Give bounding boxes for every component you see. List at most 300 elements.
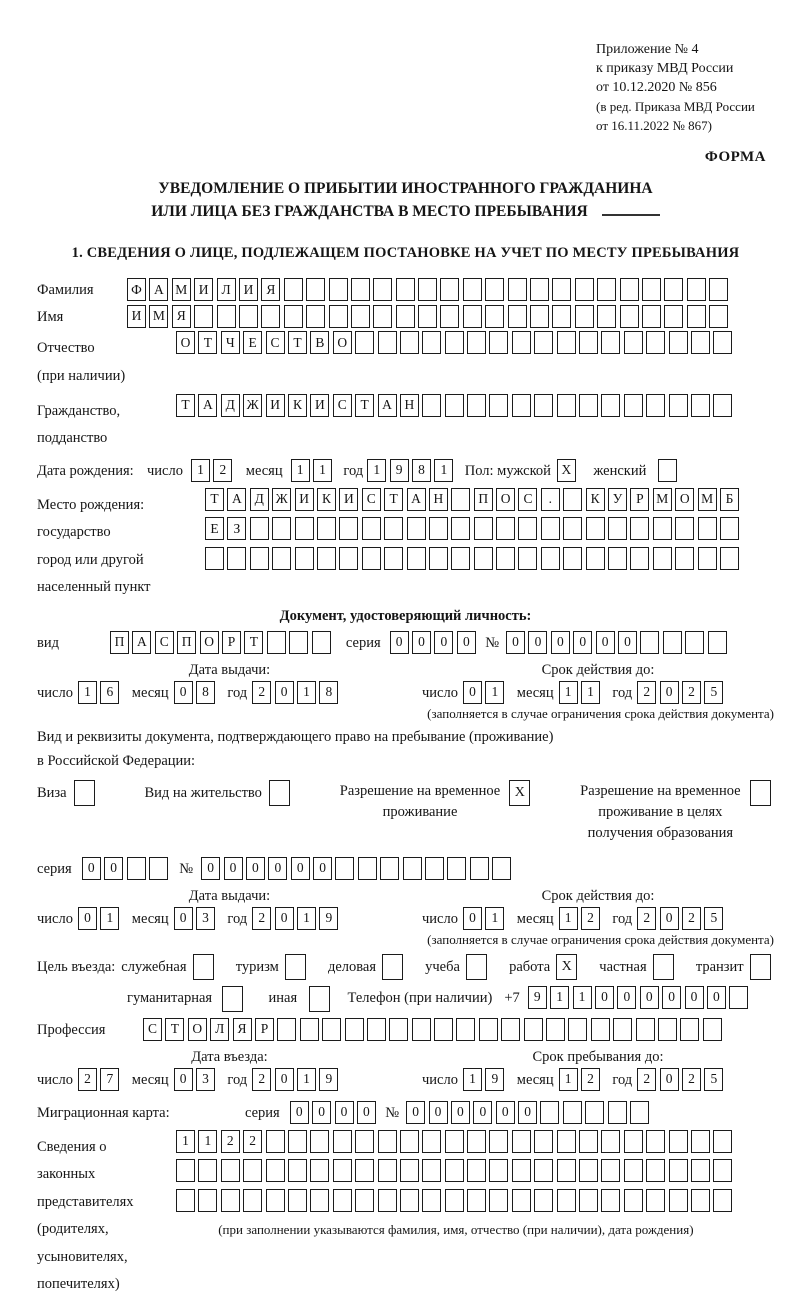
form-cell[interactable]: С: [143, 1018, 162, 1041]
form-cell[interactable]: [675, 517, 694, 540]
form-cell[interactable]: К: [586, 488, 605, 511]
form-cell[interactable]: 1: [485, 681, 504, 704]
form-cell[interactable]: 0: [82, 857, 101, 880]
form-cell[interactable]: Ч: [221, 331, 240, 354]
form-cell[interactable]: [540, 1101, 559, 1124]
form-cell[interactable]: [362, 517, 381, 540]
form-cell[interactable]: [579, 331, 598, 354]
form-cell[interactable]: [601, 331, 620, 354]
form-cell[interactable]: 5: [704, 907, 723, 930]
form-cell[interactable]: [669, 394, 688, 417]
form-cell[interactable]: 1: [559, 907, 578, 930]
form-cell[interactable]: [489, 1130, 508, 1153]
form-cell[interactable]: И: [310, 394, 329, 417]
form-cell[interactable]: [534, 1130, 553, 1153]
form-cell[interactable]: 2: [252, 907, 271, 930]
form-cell[interactable]: П: [474, 488, 493, 511]
form-cell[interactable]: [552, 305, 571, 328]
form-cell[interactable]: 0: [506, 631, 525, 654]
form-cell[interactable]: [640, 631, 659, 654]
form-cell[interactable]: 0: [617, 986, 636, 1009]
form-cell[interactable]: [463, 305, 482, 328]
form-cell[interactable]: 1: [550, 986, 569, 1009]
form-cell[interactable]: [418, 305, 437, 328]
form-cell[interactable]: [713, 1159, 732, 1182]
form-cell[interactable]: [485, 305, 504, 328]
form-cell[interactable]: 0: [434, 631, 453, 654]
form-cell[interactable]: 0: [290, 1101, 309, 1124]
form-cell[interactable]: [440, 278, 459, 301]
form-cell[interactable]: [333, 1159, 352, 1182]
form-cell[interactable]: 0: [518, 1101, 537, 1124]
form-cell[interactable]: Т: [384, 488, 403, 511]
form-cell[interactable]: [630, 1101, 649, 1124]
form-cell[interactable]: [266, 1159, 285, 1182]
form-cell[interactable]: П: [177, 631, 196, 654]
form-cell[interactable]: 0: [429, 1101, 448, 1124]
form-cell[interactable]: 2: [252, 1068, 271, 1091]
form-cell[interactable]: [563, 488, 582, 511]
form-cell[interactable]: 1: [581, 681, 600, 704]
form-cell[interactable]: [193, 954, 214, 980]
form-cell[interactable]: 1: [191, 459, 210, 482]
form-cell[interactable]: И: [127, 305, 146, 328]
form-cell[interactable]: [400, 1189, 419, 1212]
form-cell[interactable]: [400, 1159, 419, 1182]
form-cell[interactable]: [74, 780, 95, 806]
form-cell[interactable]: [277, 1018, 296, 1041]
form-cell[interactable]: Т: [355, 394, 374, 417]
form-cell[interactable]: [310, 1189, 329, 1212]
form-cell[interactable]: [474, 547, 493, 570]
form-cell[interactable]: [306, 305, 325, 328]
form-cell[interactable]: Л: [210, 1018, 229, 1041]
form-cell[interactable]: [418, 278, 437, 301]
form-cell[interactable]: [467, 1189, 486, 1212]
form-cell[interactable]: 0: [174, 907, 193, 930]
form-cell[interactable]: З: [227, 517, 246, 540]
form-cell[interactable]: 1: [485, 907, 504, 930]
form-cell[interactable]: [620, 278, 639, 301]
form-cell[interactable]: С: [518, 488, 537, 511]
form-cell[interactable]: [557, 1130, 576, 1153]
form-cell[interactable]: [479, 1018, 498, 1041]
form-cell[interactable]: 2: [252, 681, 271, 704]
form-cell[interactable]: [575, 278, 594, 301]
form-cell[interactable]: 0: [463, 681, 482, 704]
form-cell[interactable]: 1: [291, 459, 310, 482]
form-cell[interactable]: [243, 1189, 262, 1212]
form-cell[interactable]: [496, 547, 515, 570]
form-cell[interactable]: Н: [400, 394, 419, 417]
form-cell[interactable]: [664, 305, 683, 328]
form-cell[interactable]: [591, 1018, 610, 1041]
form-cell[interactable]: [456, 1018, 475, 1041]
form-cell[interactable]: 0: [660, 681, 679, 704]
form-cell[interactable]: А: [227, 488, 246, 511]
form-cell[interactable]: [534, 1159, 553, 1182]
form-cell[interactable]: [463, 278, 482, 301]
form-cell[interactable]: [713, 331, 732, 354]
form-cell[interactable]: [512, 331, 531, 354]
form-cell[interactable]: [729, 986, 748, 1009]
form-cell[interactable]: 0: [291, 857, 310, 880]
form-cell[interactable]: 0: [595, 986, 614, 1009]
form-cell[interactable]: Т: [244, 631, 263, 654]
form-cell[interactable]: [534, 331, 553, 354]
form-cell[interactable]: [512, 1159, 531, 1182]
form-cell[interactable]: [422, 331, 441, 354]
form-cell[interactable]: [669, 1130, 688, 1153]
form-cell[interactable]: [389, 1018, 408, 1041]
form-cell[interactable]: [624, 1130, 643, 1153]
form-cell[interactable]: Б: [720, 488, 739, 511]
form-cell[interactable]: [557, 394, 576, 417]
form-cell[interactable]: [467, 331, 486, 354]
form-cell[interactable]: 2: [213, 459, 232, 482]
form-cell[interactable]: [422, 1159, 441, 1182]
form-cell[interactable]: 0: [618, 631, 637, 654]
form-cell[interactable]: [568, 1018, 587, 1041]
form-cell[interactable]: 2: [637, 681, 656, 704]
form-cell[interactable]: [713, 1189, 732, 1212]
form-cell[interactable]: [272, 547, 291, 570]
form-cell[interactable]: [642, 305, 661, 328]
form-cell[interactable]: [698, 547, 717, 570]
form-cell[interactable]: 5: [704, 681, 723, 704]
form-cell[interactable]: [333, 1130, 352, 1153]
form-cell[interactable]: К: [288, 394, 307, 417]
form-cell[interactable]: [422, 1189, 441, 1212]
form-cell[interactable]: 1: [573, 986, 592, 1009]
form-cell[interactable]: 0: [357, 1101, 376, 1124]
form-cell[interactable]: [429, 547, 448, 570]
form-cell[interactable]: [407, 547, 426, 570]
form-cell[interactable]: О: [675, 488, 694, 511]
form-cell[interactable]: А: [407, 488, 426, 511]
form-cell[interactable]: [530, 305, 549, 328]
form-cell[interactable]: [221, 1159, 240, 1182]
form-cell[interactable]: [489, 1189, 508, 1212]
form-cell[interactable]: [300, 1018, 319, 1041]
form-cell[interactable]: [310, 1130, 329, 1153]
form-cell[interactable]: 0: [246, 857, 265, 880]
form-cell[interactable]: [691, 1159, 710, 1182]
form-cell[interactable]: 1: [559, 681, 578, 704]
form-cell[interactable]: [624, 394, 643, 417]
form-cell[interactable]: [508, 278, 527, 301]
form-cell[interactable]: Р: [630, 488, 649, 511]
form-cell[interactable]: [669, 1189, 688, 1212]
form-cell[interactable]: [546, 1018, 565, 1041]
form-cell[interactable]: С: [362, 488, 381, 511]
form-cell[interactable]: 0: [551, 631, 570, 654]
form-cell[interactable]: Д: [221, 394, 240, 417]
form-cell[interactable]: [384, 547, 403, 570]
form-cell[interactable]: [653, 547, 672, 570]
form-cell[interactable]: [601, 1159, 620, 1182]
form-cell[interactable]: 0: [473, 1101, 492, 1124]
form-cell[interactable]: [445, 394, 464, 417]
form-cell[interactable]: 1: [176, 1130, 195, 1153]
form-cell[interactable]: 6: [100, 681, 119, 704]
form-cell[interactable]: 8: [412, 459, 431, 482]
form-cell[interactable]: [400, 331, 419, 354]
form-cell[interactable]: [636, 1018, 655, 1041]
form-cell[interactable]: [597, 305, 616, 328]
form-cell[interactable]: [227, 547, 246, 570]
form-cell[interactable]: [557, 1189, 576, 1212]
form-cell[interactable]: [373, 278, 392, 301]
form-cell[interactable]: [295, 517, 314, 540]
form-cell[interactable]: 1: [313, 459, 332, 482]
form-cell[interactable]: [317, 547, 336, 570]
form-cell[interactable]: [355, 1159, 374, 1182]
form-cell[interactable]: [412, 1018, 431, 1041]
form-cell[interactable]: [445, 1130, 464, 1153]
form-cell[interactable]: 2: [221, 1130, 240, 1153]
form-cell[interactable]: Н: [429, 488, 448, 511]
form-cell[interactable]: [329, 278, 348, 301]
form-cell[interactable]: 1: [559, 1068, 578, 1091]
form-cell[interactable]: 0: [662, 986, 681, 1009]
form-cell[interactable]: [624, 1189, 643, 1212]
form-cell[interactable]: [579, 1159, 598, 1182]
form-cell[interactable]: [624, 331, 643, 354]
form-cell[interactable]: С: [155, 631, 174, 654]
form-cell[interactable]: [691, 394, 710, 417]
form-cell[interactable]: [176, 1189, 195, 1212]
form-cell[interactable]: [658, 459, 677, 482]
form-cell[interactable]: [403, 857, 422, 880]
form-cell[interactable]: [380, 857, 399, 880]
form-cell[interactable]: [608, 517, 627, 540]
form-cell[interactable]: [575, 305, 594, 328]
form-cell[interactable]: [646, 331, 665, 354]
form-cell[interactable]: [272, 517, 291, 540]
form-cell[interactable]: 1: [297, 681, 316, 704]
form-cell[interactable]: [534, 394, 553, 417]
form-cell[interactable]: Р: [255, 1018, 274, 1041]
form-cell[interactable]: [663, 631, 682, 654]
form-cell[interactable]: [691, 1189, 710, 1212]
form-cell[interactable]: 0: [268, 857, 287, 880]
form-cell[interactable]: [563, 1101, 582, 1124]
form-cell[interactable]: [367, 1018, 386, 1041]
form-cell[interactable]: [630, 517, 649, 540]
form-cell[interactable]: [322, 1018, 341, 1041]
form-cell[interactable]: X: [509, 780, 530, 806]
form-cell[interactable]: [261, 305, 280, 328]
form-cell[interactable]: [243, 1159, 262, 1182]
form-cell[interactable]: [664, 278, 683, 301]
form-cell[interactable]: А: [132, 631, 151, 654]
form-cell[interactable]: [698, 517, 717, 540]
form-cell[interactable]: [339, 517, 358, 540]
form-cell[interactable]: 0: [660, 907, 679, 930]
form-cell[interactable]: [176, 1159, 195, 1182]
form-cell[interactable]: [250, 517, 269, 540]
form-cell[interactable]: Е: [243, 331, 262, 354]
form-cell[interactable]: Р: [222, 631, 241, 654]
form-cell[interactable]: [642, 278, 661, 301]
form-cell[interactable]: 0: [685, 986, 704, 1009]
form-cell[interactable]: [709, 305, 728, 328]
form-cell[interactable]: [269, 780, 290, 806]
form-cell[interactable]: [586, 547, 605, 570]
form-cell[interactable]: [658, 1018, 677, 1041]
form-cell[interactable]: [653, 517, 672, 540]
form-cell[interactable]: [284, 305, 303, 328]
form-cell[interactable]: [378, 1189, 397, 1212]
form-cell[interactable]: [396, 305, 415, 328]
form-cell[interactable]: А: [378, 394, 397, 417]
form-cell[interactable]: [669, 331, 688, 354]
form-cell[interactable]: [467, 1130, 486, 1153]
form-cell[interactable]: [708, 631, 727, 654]
form-cell[interactable]: 0: [201, 857, 220, 880]
form-cell[interactable]: Т: [198, 331, 217, 354]
form-cell[interactable]: [378, 1159, 397, 1182]
form-cell[interactable]: [451, 517, 470, 540]
form-cell[interactable]: С: [333, 394, 352, 417]
form-cell[interactable]: О: [200, 631, 219, 654]
form-cell[interactable]: [669, 1159, 688, 1182]
form-cell[interactable]: [467, 1159, 486, 1182]
form-cell[interactable]: 3: [196, 907, 215, 930]
form-cell[interactable]: [687, 278, 706, 301]
form-cell[interactable]: [400, 1130, 419, 1153]
form-cell[interactable]: 0: [313, 857, 332, 880]
form-cell[interactable]: 9: [319, 1068, 338, 1091]
form-cell[interactable]: X: [556, 954, 577, 980]
form-cell[interactable]: 2: [637, 1068, 656, 1091]
form-cell[interactable]: 3: [196, 1068, 215, 1091]
form-cell[interactable]: [720, 517, 739, 540]
form-cell[interactable]: [373, 305, 392, 328]
form-cell[interactable]: 0: [174, 681, 193, 704]
form-cell[interactable]: [557, 1159, 576, 1182]
form-cell[interactable]: [601, 1189, 620, 1212]
form-cell[interactable]: [541, 547, 560, 570]
form-cell[interactable]: [217, 305, 236, 328]
form-cell[interactable]: [585, 1101, 604, 1124]
form-cell[interactable]: 1: [434, 459, 453, 482]
form-cell[interactable]: К: [317, 488, 336, 511]
form-cell[interactable]: [489, 394, 508, 417]
form-cell[interactable]: А: [149, 278, 168, 301]
form-cell[interactable]: [557, 331, 576, 354]
form-cell[interactable]: [345, 1018, 364, 1041]
form-cell[interactable]: [355, 331, 374, 354]
form-cell[interactable]: [335, 857, 354, 880]
form-cell[interactable]: [541, 517, 560, 540]
form-cell[interactable]: [295, 547, 314, 570]
form-cell[interactable]: [579, 1130, 598, 1153]
form-cell[interactable]: 0: [457, 631, 476, 654]
form-cell[interactable]: 1: [367, 459, 386, 482]
form-cell[interactable]: [317, 517, 336, 540]
form-cell[interactable]: [691, 331, 710, 354]
form-cell[interactable]: 0: [640, 986, 659, 1009]
form-cell[interactable]: .: [541, 488, 560, 511]
form-cell[interactable]: [601, 1130, 620, 1153]
form-cell[interactable]: [680, 1018, 699, 1041]
form-cell[interactable]: [425, 857, 444, 880]
form-cell[interactable]: [713, 394, 732, 417]
form-cell[interactable]: У: [608, 488, 627, 511]
form-cell[interactable]: [518, 547, 537, 570]
form-cell[interactable]: [284, 278, 303, 301]
form-cell[interactable]: [355, 1130, 374, 1153]
form-cell[interactable]: 0: [78, 907, 97, 930]
form-cell[interactable]: [221, 1189, 240, 1212]
form-cell[interactable]: [312, 631, 331, 654]
form-cell[interactable]: 1: [78, 681, 97, 704]
form-cell[interactable]: М: [172, 278, 191, 301]
form-cell[interactable]: О: [188, 1018, 207, 1041]
form-cell[interactable]: [466, 954, 487, 980]
form-cell[interactable]: 0: [596, 631, 615, 654]
form-cell[interactable]: Т: [176, 394, 195, 417]
form-cell[interactable]: 8: [319, 681, 338, 704]
form-cell[interactable]: [250, 547, 269, 570]
form-cell[interactable]: [474, 517, 493, 540]
form-cell[interactable]: [675, 547, 694, 570]
form-cell[interactable]: [339, 547, 358, 570]
form-cell[interactable]: [222, 986, 243, 1012]
form-cell[interactable]: [687, 305, 706, 328]
form-cell[interactable]: М: [149, 305, 168, 328]
form-cell[interactable]: [451, 488, 470, 511]
form-cell[interactable]: [563, 547, 582, 570]
form-cell[interactable]: [630, 547, 649, 570]
form-cell[interactable]: [429, 517, 448, 540]
form-cell[interactable]: [653, 954, 674, 980]
form-cell[interactable]: [127, 857, 146, 880]
form-cell[interactable]: 2: [682, 907, 701, 930]
form-cell[interactable]: [333, 1189, 352, 1212]
form-cell[interactable]: [384, 517, 403, 540]
form-cell[interactable]: М: [653, 488, 672, 511]
form-cell[interactable]: [194, 305, 213, 328]
form-cell[interactable]: 5: [704, 1068, 723, 1091]
form-cell[interactable]: [597, 278, 616, 301]
form-cell[interactable]: [608, 547, 627, 570]
form-cell[interactable]: 8: [196, 681, 215, 704]
form-cell[interactable]: [720, 547, 739, 570]
form-cell[interactable]: 0: [275, 907, 294, 930]
form-cell[interactable]: [440, 305, 459, 328]
form-cell[interactable]: Т: [205, 488, 224, 511]
form-cell[interactable]: Ф: [127, 278, 146, 301]
form-cell[interactable]: Я: [261, 278, 280, 301]
form-cell[interactable]: [485, 278, 504, 301]
form-cell[interactable]: [579, 1189, 598, 1212]
form-cell[interactable]: 2: [581, 907, 600, 930]
form-cell[interactable]: [149, 857, 168, 880]
form-cell[interactable]: Ж: [272, 488, 291, 511]
form-cell[interactable]: [309, 986, 330, 1012]
form-cell[interactable]: [445, 1189, 464, 1212]
form-cell[interactable]: 1: [297, 1068, 316, 1091]
form-cell[interactable]: [266, 1130, 285, 1153]
form-cell[interactable]: И: [239, 278, 258, 301]
form-cell[interactable]: Д: [250, 488, 269, 511]
form-cell[interactable]: [205, 547, 224, 570]
form-cell[interactable]: И: [339, 488, 358, 511]
form-cell[interactable]: 0: [660, 1068, 679, 1091]
